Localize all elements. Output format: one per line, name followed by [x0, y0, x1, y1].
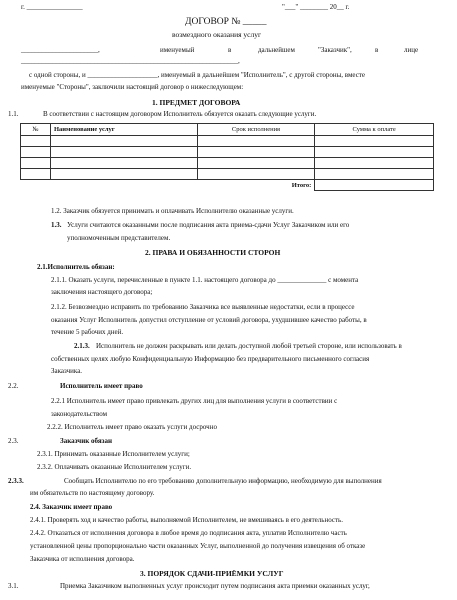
parties-line-3: именуемые "Стороны", заключили настоящий договор о нижеследующем: — [21, 83, 244, 91]
parties-representative-blank: ______________________________________________________________, — [21, 57, 240, 65]
parties-word: в — [375, 46, 379, 54]
table-cell — [197, 158, 315, 169]
clause-1-1-text: В соответствии с настоящим договором Исполнитель обязуется оказать следующие услуги. — [43, 110, 317, 118]
clause-2-2-1-line-2: законодательством — [51, 410, 108, 418]
clause-3-1-text: Приемка Заказчиком выполненных услуг происходит путем подписания акта приемки оказанных услуг, — [60, 582, 370, 590]
clause-2-4-2-line-1: 2.4.2. Отказаться от исполнения договора в любое время до подписания акта, уплатив Исполнителю часть — [30, 529, 347, 537]
table-cell — [50, 158, 197, 169]
table-header-service-name: Наименование услуг — [50, 124, 197, 136]
clause-2-3-3-line-2: им обязательств по настоящему договору. — [30, 489, 155, 497]
clause-2-1-2-line-1: 2.1.2. Безвозмездно исправить по требованию Заказчика все выявленные недостатки, если в процессе — [51, 303, 355, 311]
clause-2-3-heading: Заказчик обязан — [60, 437, 113, 445]
clause-2-4-2-line-3: Заказчика от исполнения договора. — [30, 555, 135, 563]
clause-1-3-line-2: уполномоченным представителем. — [67, 234, 171, 242]
table-cell — [197, 136, 315, 147]
table-cell — [21, 136, 51, 147]
city-line: г. ________________ — [21, 3, 83, 11]
clause-2-3-2: 2.3.2. Оплачивать оказанные Исполнителем услуги. — [37, 463, 192, 471]
table-total-row — [21, 180, 434, 191]
table-cell — [197, 169, 315, 180]
clause-2-4-1: 2.4.1. Проверять ход и качество работы, выполняемой Исполнителем, не вмешиваясь в его деятельность. — [30, 516, 344, 524]
clause-2-1-2-line-2: оказания Услуг Исполнитель допустил отступление от условий договора, ухудшившее качество работы, в — [51, 316, 367, 324]
clause-2-2-2: 2.2.2. Исполнитель имеет право оказать услуги досрочно — [47, 423, 217, 431]
clause-2-1-1-line-2: заключения настоящего договора; — [51, 288, 153, 296]
parties-blank-customer: ______________________, — [21, 46, 100, 54]
table-row — [21, 136, 434, 147]
clause-2-1-3-line-3: Заказчика. — [51, 367, 83, 375]
table-header-number: № — [21, 124, 51, 136]
clause-number: 1.1. — [8, 110, 19, 118]
section-1-heading: 1. ПРЕДМЕТ ДОГОВОРА — [152, 98, 241, 107]
table-row — [21, 147, 434, 158]
clause-number: 1.3. — [51, 221, 62, 229]
clause-2-1-1-line-1: 2.1.1. Оказать услуги, перечисленные в пункте 1.1. настоящего договора до ______________ с момента — [51, 276, 359, 284]
table-header-amount: Сумма к оплате — [315, 124, 434, 136]
table-cell — [50, 147, 197, 158]
table-header-deadline: Срок исполнения — [197, 124, 315, 136]
parties-word: именуемый — [160, 46, 195, 54]
table-cell — [50, 169, 197, 180]
date-line: "___" ________ 20__ г. — [282, 3, 350, 11]
table-header-row — [21, 124, 434, 136]
table-cell — [50, 136, 197, 147]
clause-number: 2.3. — [8, 437, 19, 445]
table-total-label: Итого: — [291, 181, 312, 189]
document-title: ДОГОВОР № _____ — [185, 17, 267, 27]
clause-2-3-1: 2.3.1. Принимать оказанные Исполнителем услуги; — [37, 450, 190, 458]
clause-number: 2.2. — [8, 382, 19, 390]
table-cell — [197, 147, 315, 158]
table-cell — [315, 136, 434, 147]
clause-2-1-2-line-3: течение 5 рабочих дней. — [51, 328, 124, 336]
clause-2-2-heading: Исполнитель имеет право — [60, 382, 143, 390]
table-cell — [315, 169, 434, 180]
table-cell — [315, 158, 434, 169]
clause-2-1-3-line-2: собственных целях любую Конфиденциальную Информацию без предварительного письменного согласия — [51, 355, 370, 363]
parties-line-2: с одной стороны, и ____________________, именуемый в дальнейшем "Исполнитель", с другой стороны, вместе — [29, 71, 365, 79]
clause-2-2-1-line-1: 2.2.1 Исполнитель имеет право привлекать других лиц для выполнения услуги в соответствии с — [51, 397, 338, 405]
clause-2-1-3-line-1: Исполнитель не должен раскрывать или делать доступной любой третьей стороне, или использовать в — [96, 342, 402, 350]
table-row — [21, 158, 434, 169]
parties-word: в — [228, 46, 232, 54]
clause-1-3-line-1: Услуги считаются оказанными после подписания акта приема-сдачи Услуг Заказчиком или его — [67, 221, 350, 229]
clause-2-1: 2.1.Исполнитель обязан: — [37, 263, 115, 271]
table-total-value — [315, 180, 434, 191]
clause-number: 2.3.3. — [8, 477, 24, 485]
clause-number: 3.1. — [8, 582, 19, 590]
document-subtitle: возмездного оказания услуг — [172, 30, 262, 39]
clause-1-2: 1.2. Заказчик обязуется принимать и оплачивать Исполнителю оказанные услуги. — [51, 207, 294, 215]
parties-word: лице — [404, 46, 419, 54]
clause-number: 2.1.3. — [74, 342, 90, 350]
clause-2-4-heading: 2.4. Заказчик имеет право — [30, 503, 113, 511]
parties-word: дальнейшем — [258, 46, 295, 54]
clause-2-4-2-line-2: установленной цены пропорционально части оказанных Услуг, выполненной до получения извещения об отказе — [30, 542, 366, 550]
table-cell — [21, 169, 51, 180]
section-2-heading: 2. ПРАВА И ОБЯЗАННОСТИ СТОРОН — [145, 248, 281, 257]
clause-2-3-3-line-1: Сообщать Исполнителю по его требованию дополнительную информацию, необходимую для выполнения — [64, 477, 382, 485]
services-table — [20, 123, 434, 191]
table-cell — [21, 147, 51, 158]
table-row — [21, 169, 434, 180]
table-cell — [315, 147, 434, 158]
table-cell — [21, 158, 51, 169]
parties-word: "Заказчик", — [318, 46, 352, 54]
section-3-heading: 3. ПОРЯДОК СДАЧИ-ПРИЁМКИ УСЛУГ — [140, 569, 284, 578]
